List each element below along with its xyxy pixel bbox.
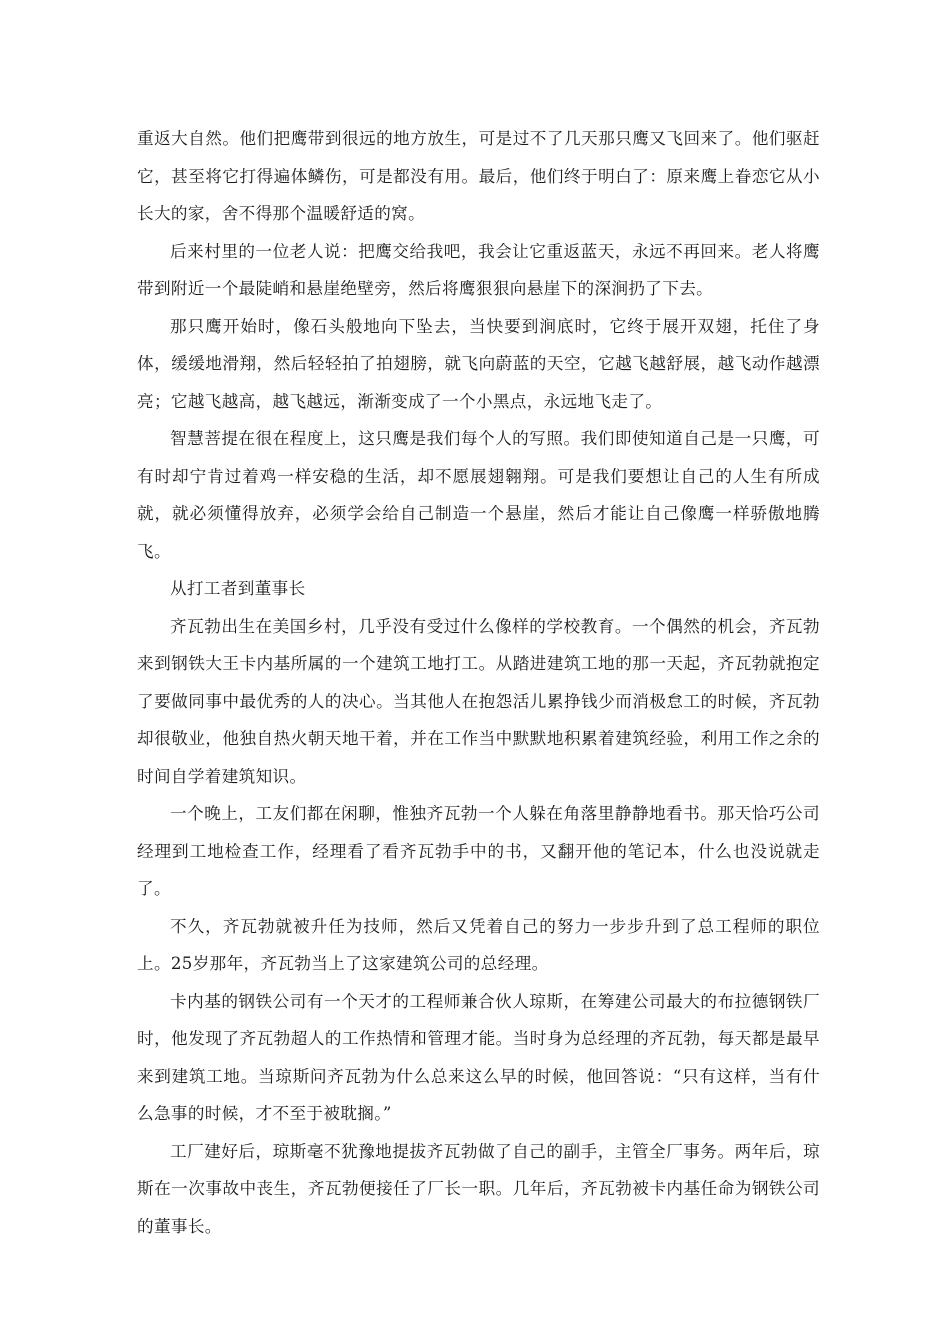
paragraph: 那只鹰开始时，像石头般地向下坠去，当快要到涧底时，它终于展开双翅，托住了身体，缓缓地滑翔，然后轻轻拍了拍翅膀，就飞向蔚蓝的天空，它越飞越舒展，越飞动作越漂亮；它越飞越高，越飞越远，渐渐变成了一个小黑点，永远地飞走了。 [137,316,820,411]
paragraph: 一个晚上，工友们都在闲聊，惟独齐瓦勃一个人躲在角落里静静地看书。那天恰巧公司经理到工地检查工作，经理看了看齐瓦勃手中的书，又翻开他的笔记本，什么也没说就走了。 [137,804,820,898]
paragraph: 后来村里的一位老人说：把鹰交给我吧，我会让它重返蓝天，永远不再回来。老人将鹰带到附近一个最陡峭和悬崖绝壁旁，然后将鹰狠狠向悬崖下的深涧扔了下去。 [137,241,820,298]
paragraph: 不久，齐瓦勃就被升任为技师，然后又凭着自己的努力一步步升到了总工程师的职位上。25岁那年，齐瓦勃当上了这家建筑公司的总经理。 [137,916,820,973]
section-heading: 从打工者到董事长 [170,579,306,598]
document-page [137,120,820,1245]
paragraph: 智慧菩提在很在程度上，这只鹰是我们每个人的写照。我们即使知道自己是一只鹰，可有时却宁肯过着鸡一样安稳的生活，却不愿展翅翱翔。可是我们要想让自己的人生有所成就，就必须懂得放弃，必须学会给自己制造一个悬崖，然后才能让自己像鹰一样骄傲地腾飞。 [137,429,820,561]
paragraph-continued: 重返大自然。他们把鹰带到很远的地方放生，可是过不了几天那只鹰又飞回来了。他们驱赶它，甚至将它打得遍体鳞伤，可是都没有用。最后，他们终于明白了：原来鹰上眷恋它从小长大的家，舍不得那个温暖舒适的窝。 [137,129,820,223]
paragraph: 齐瓦勃出生在美国乡村，几乎没有受过什么像样的学校教育。一个偶然的机会，齐瓦勃来到钢铁大王卡内基所属的一个建筑工地打工。从踏进建筑工地的那一天起，齐瓦勃就抱定了要做同事中最优秀的人的决心。当其他人在抱怨活儿累挣钱少而消极怠工的时候，齐瓦勃却很敬业，他独自热火朝天地干着，并在工作当中默默地积累着建筑经验，利用工作之余的时间自学着建筑知识。 [137,616,820,786]
paragraph: 工厂建好后，琼斯毫不犹豫地提拔齐瓦勃做了自己的副手，主管全厂事务。两年后，琼斯在一次事故中丧生，齐瓦勃便接任了厂长一职。几年后，齐瓦勃被卡内基任命为钢铁公司的董事长。 [137,1141,820,1236]
paragraph: 卡内基的钢铁公司有一个天才的工程师兼合伙人琼斯，在筹建公司最大的布拉德钢铁厂时，他发现了齐瓦勃超人的工作热情和管理才能。当时身为总经理的齐瓦勃，每天都是最早来到建筑工地。当琼斯问齐瓦勃为什么总来这么早的时候，他回答说：“只有这样，当有什么急事的时候，才不至于被耽搁。” [137,991,820,1123]
